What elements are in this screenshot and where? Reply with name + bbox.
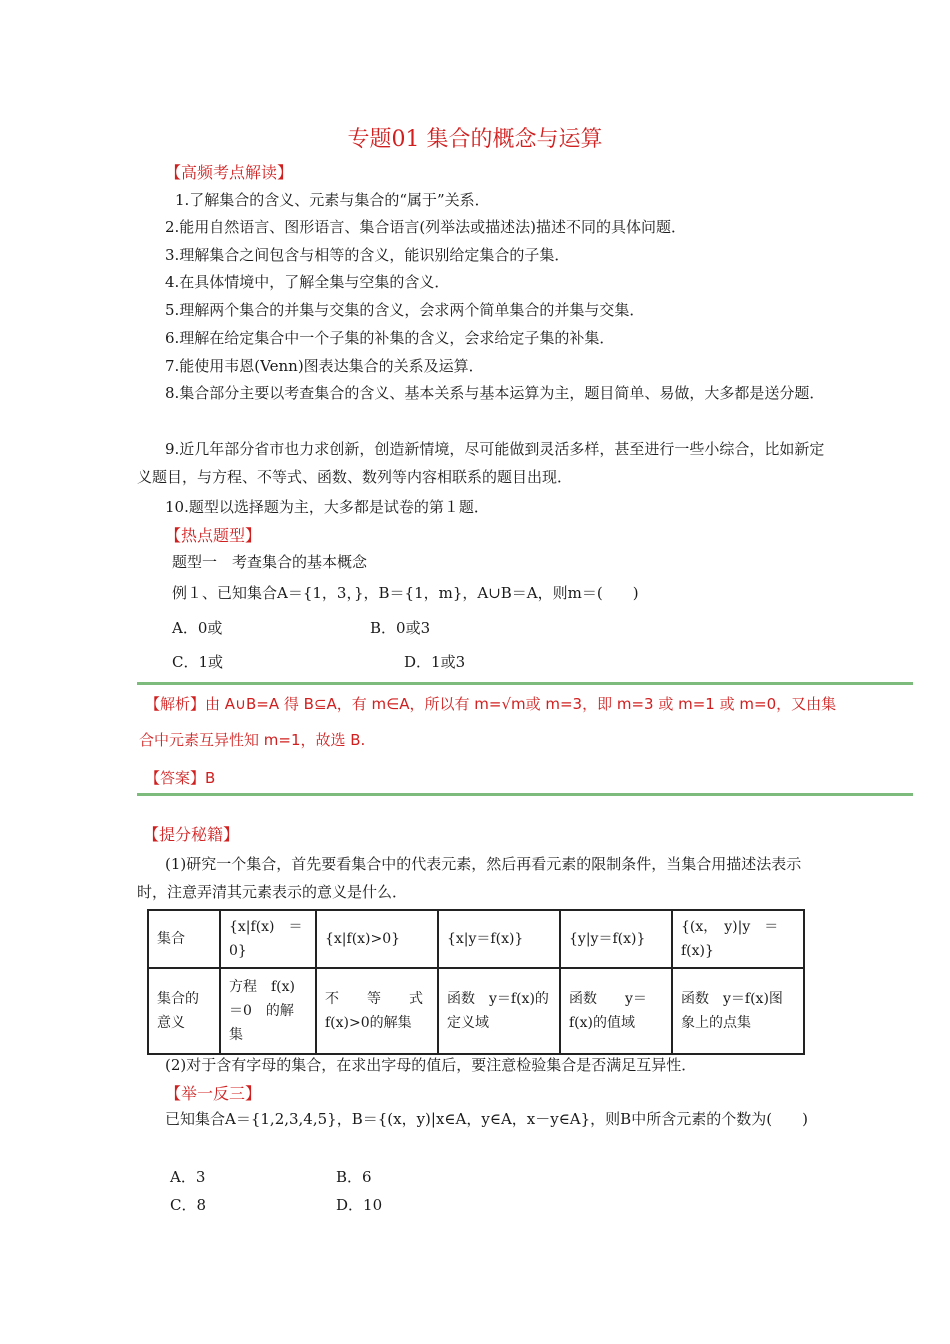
option-a: A．0或 (172, 619, 223, 637)
table-cell: {x|f(x)>0} (316, 910, 438, 968)
section-redian-heading: 【热点题型】 (165, 526, 262, 545)
table-cell: 集合的意义 (148, 968, 220, 1054)
point-2: 2.能用自然语言、图形语言、集合语言(列举法或描述法)描述不同的具体问题． (165, 218, 687, 236)
q2-option-c: C．8 (170, 1196, 207, 1214)
question-2: 已知集合A＝{1,2,3,4,5}，B＝{(x，y)|x∈A，y∈A，x－y∈A}，则B中所含元素的个数为( ) (165, 1110, 808, 1128)
tip-2: (2)对于含有字母的集合，在求出字母的值后，要注意检验集合是否满足互异性． (165, 1056, 697, 1074)
q2-option-d: D．10 (336, 1196, 383, 1214)
q2-option-a: A．3 (170, 1168, 206, 1186)
table-row (148, 910, 804, 968)
table-cell: 不 等 式f(x)>0的解集 (316, 968, 438, 1054)
table-cell: 集合 (148, 910, 220, 968)
table-cell: 方程 f(x)＝0 的解集 (220, 968, 316, 1054)
point-6: 6.理解在给定集合中一个子集的补集的含义，会求给定子集的补集． (165, 329, 615, 347)
question-type-1: 题型一 考查集合的基本概念 (172, 553, 368, 571)
solution-line-2: 合中元素互异性知 m=1，故选 B. (139, 731, 366, 749)
point-9: 9.近几年部分省市也力求创新，创造新情境，尽可能做到灵活多样，甚至进行一些小综合，比如新定义题目，与方程、不等式、函数、数列等内容相联系的题目出现． (137, 440, 825, 486)
section-juyi-heading: 【举一反三】 (165, 1084, 262, 1103)
table-cell: 函数 y＝f(x)的值域 (560, 968, 672, 1054)
point-10: 10.题型以选择题为主，大多都是试卷的第１题． (165, 498, 489, 516)
option-b: B．0或3 (370, 619, 431, 637)
table-cell: 函数 y＝f(x)的定义域 (438, 968, 560, 1054)
point-7: 7.能使用韦恩(Venn)图表达集合的关系及运算． (165, 357, 484, 375)
table-cell: {(x， y)|y ＝f(x)} (672, 910, 804, 968)
page-title: 专题01 集合的概念与运算 (347, 127, 603, 152)
point-3: 3.理解集合之间包含与相等的含义，能识别给定集合的子集． (165, 246, 570, 264)
point-8: 8.集合部分主要以考查集合的含义、基本关系与基本运算为主，题目简单、易做，大多都是送分题． (165, 384, 825, 402)
answer-line: 【答案】B (145, 769, 216, 787)
table-cell: {y|y＝f(x)} (560, 910, 672, 968)
point-5: 5.理解两个集合的并集与交集的含义，会求两个简单集合的并集与交集． (165, 301, 645, 319)
table-cell: 函数 y＝f(x)图象上的点集 (672, 968, 804, 1054)
solution-box (137, 682, 913, 796)
option-c: C．1或 (172, 653, 224, 671)
table-row (148, 968, 804, 1054)
q2-option-b: B．6 (336, 1168, 372, 1186)
table-cell: {x|y＝f(x)} (438, 910, 560, 968)
section-gaopin-heading: 【高频考点解读】 (165, 163, 294, 182)
solution-line-1: 【解析】由 A∪B=A 得 B⊆A，有 m∈A，所以有 m=√m或 m=3，即 m=3 或 m=1 或 m=0，又由集 (145, 695, 837, 713)
example-1: 例１、已知集合A＝{1，3，}，B＝{1，m}，A∪B＝A，则m＝( ) (172, 584, 639, 602)
option-d: D．1或3 (404, 653, 466, 671)
point-1: 1.了解集合的含义、元素与集合的“属于”关系． (175, 191, 490, 209)
section-tifen-heading: 【提分秘籍】 (143, 825, 240, 844)
point-4: 4.在具体情境中，了解全集与空集的含义． (165, 273, 450, 291)
table-cell: {x|f(x) ＝0} (220, 910, 316, 968)
set-meaning-table (147, 909, 805, 1055)
tip-1: (1)研究一个集合，首先要看集合中的代表元素，然后再看元素的限制条件，当集合用描述法表示时，注意弄清其元素表示的意义是什么． (137, 855, 802, 901)
